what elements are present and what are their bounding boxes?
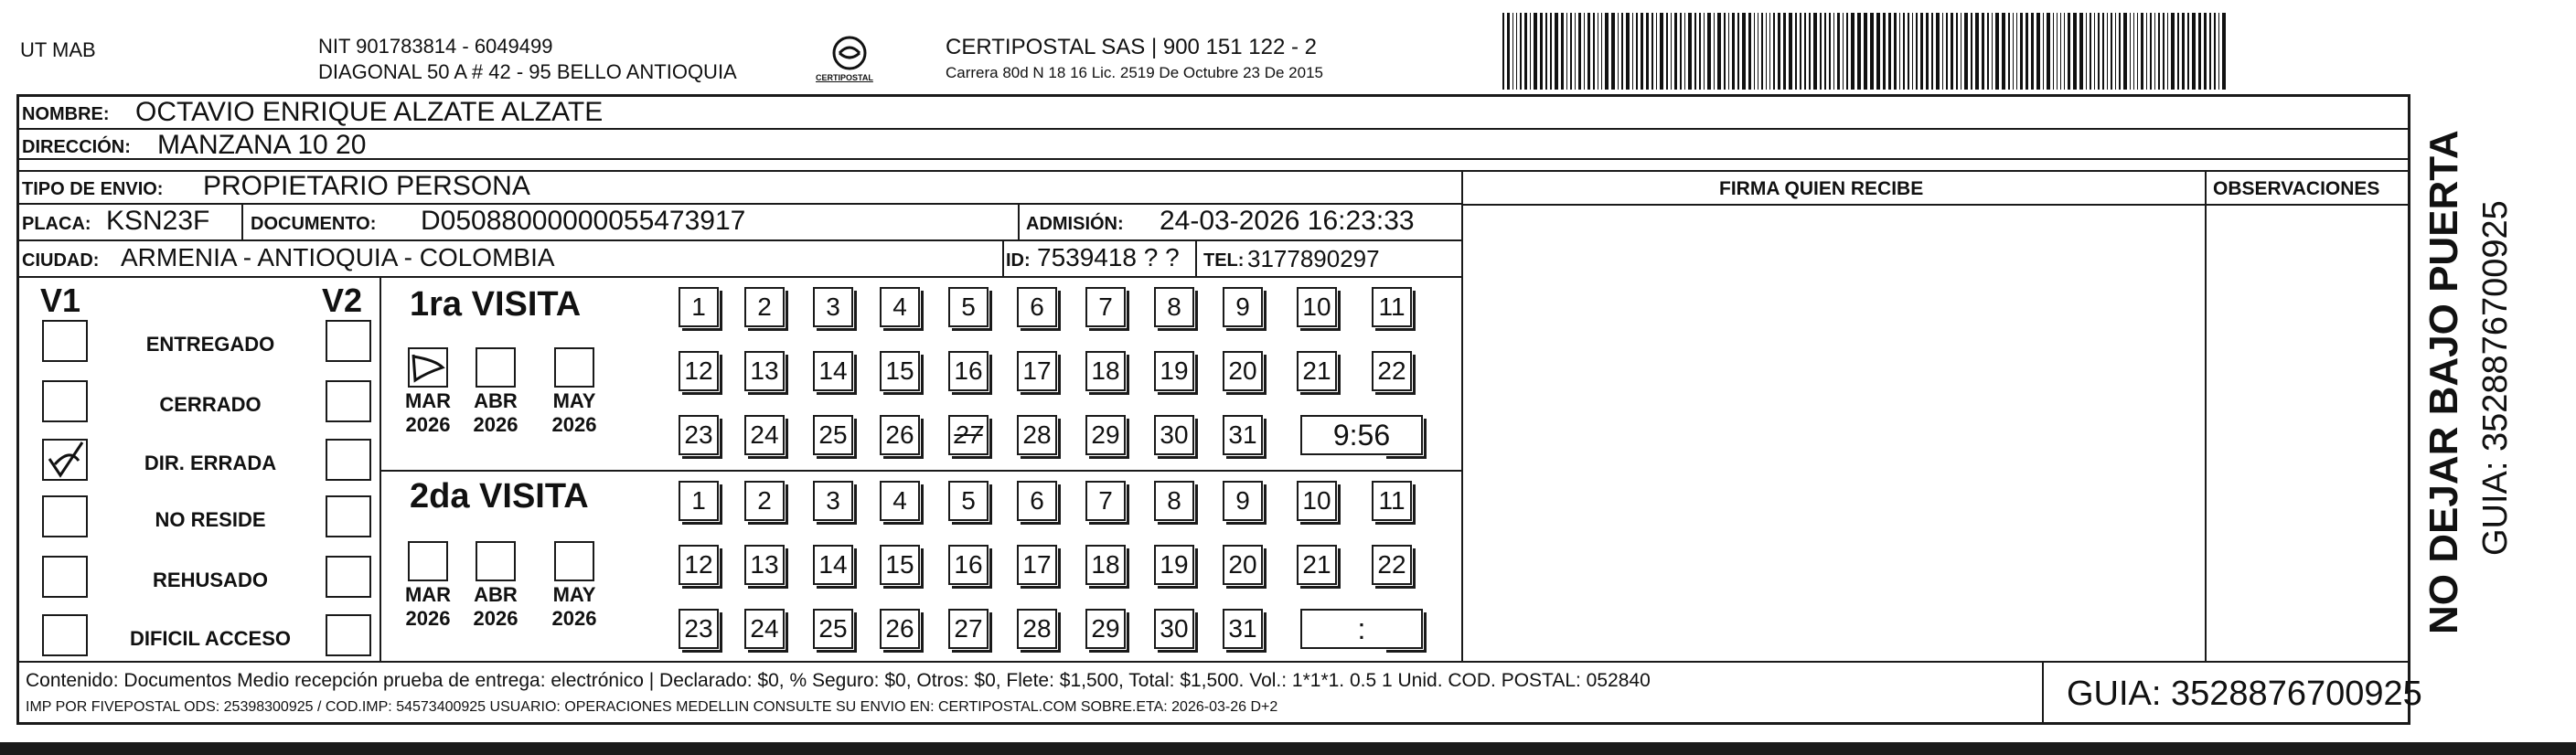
barcode-bar [1728, 13, 1729, 90]
barcode-bar [1903, 13, 1905, 90]
barcode-bar [1846, 13, 1848, 90]
barcode-bar [1516, 13, 1517, 90]
id-label: ID: [1006, 250, 1031, 271]
day-box[interactable]: 14 [813, 545, 853, 585]
v1-checkbox[interactable] [42, 320, 88, 362]
v1-checkbox[interactable] [42, 495, 88, 537]
barcode-bar [1773, 13, 1775, 90]
barcode-bar [1699, 13, 1701, 90]
day-box[interactable]: 31 [1223, 609, 1263, 649]
day-box[interactable]: 6 [1017, 481, 1057, 521]
barcode-bar [2150, 13, 2152, 90]
day-box[interactable]: 26 [880, 609, 920, 649]
barcode-bar [1899, 13, 1900, 90]
day-box[interactable]: 29 [1085, 415, 1126, 455]
nombre-value: OCTAVIO ENRIQUE ALZATE ALZATE [135, 97, 604, 127]
day-box[interactable]: 12 [679, 545, 719, 585]
handwritten-check-icon [408, 347, 448, 388]
barcode-bar [2167, 13, 2168, 90]
barcode-bar [1843, 13, 1844, 90]
barcode-bar [2141, 13, 2143, 90]
barcode-bar [1931, 13, 1933, 90]
time-box[interactable]: : [1300, 609, 1423, 649]
ciudad-label: CIUDAD: [22, 250, 100, 271]
day-box[interactable]: 2 [744, 287, 785, 327]
day-box[interactable]: 26 [880, 415, 920, 455]
visit1-title: 1ra VISITA [410, 285, 582, 324]
day-box[interactable]: 23 [679, 415, 719, 455]
barcode-bar [1813, 13, 1817, 90]
barcode-bar [1870, 13, 1874, 90]
day-box[interactable]: 29 [1085, 609, 1126, 649]
barcode-bar [2182, 13, 2185, 90]
v1-checkbox[interactable] [42, 439, 88, 481]
side-guia: GUIA: 3528876700925 [2476, 200, 2515, 556]
barcode-bar [1982, 13, 1984, 90]
barcode-bar [1587, 13, 1590, 90]
v1-checkbox[interactable] [42, 380, 88, 422]
tipo-envio-value: PROPIETARIO PERSONA [203, 171, 530, 201]
day-box[interactable]: 15 [880, 351, 920, 391]
day-box[interactable]: 3 [813, 481, 853, 521]
signature-area[interactable] [1463, 206, 2205, 661]
barcode-bar [2137, 13, 2138, 90]
month-name: MAY [552, 583, 596, 606]
month-year: 2026 [551, 413, 597, 436]
barcode-bar [1916, 13, 1918, 90]
barcode-bar [1674, 13, 1677, 90]
barcode-bar [1530, 13, 1531, 90]
month-label [540, 389, 609, 437]
barcode-bar [2073, 13, 2077, 90]
day-box[interactable]: 10 [1297, 287, 1337, 327]
month-name: ABR [474, 389, 518, 412]
month-year: 2026 [405, 607, 451, 630]
documento-label: DOCUMENTO: [251, 214, 377, 234]
barcode-bar [1833, 13, 1834, 90]
barcode-bar [1737, 13, 1739, 90]
barcode-bar [1942, 13, 1943, 90]
month-checkbox[interactable] [554, 541, 594, 581]
day-box[interactable]: 20 [1223, 545, 1263, 585]
day-box[interactable]: 28 [1017, 609, 1057, 649]
barcode-bar [1714, 13, 1715, 90]
barcode-bar [1684, 13, 1685, 90]
day-box[interactable]: 1 [679, 287, 719, 327]
barcode-bar [1561, 13, 1564, 90]
v2-checkbox[interactable] [326, 320, 371, 362]
day-box[interactable]: 24 [744, 415, 785, 455]
barcode-bar [1876, 13, 1880, 90]
barcode-bar [1641, 13, 1643, 90]
barcode-bar [1789, 13, 1792, 90]
barcode-bar [2013, 13, 2014, 90]
barcode-bar [2187, 13, 2189, 90]
barcode-bar [1820, 13, 1822, 90]
barcode-bar [2123, 13, 2127, 90]
barcode-bar [1946, 13, 1948, 90]
carrier-name: CERTIPOSTAL SAS | 900 151 122 - 2 [946, 35, 1317, 59]
day-box[interactable]: 25 [813, 415, 853, 455]
month-label [461, 583, 530, 631]
barcode-bar [1829, 13, 1831, 90]
barcode-bar [1748, 13, 1751, 90]
barcode-bar [2016, 13, 2017, 90]
status-label: ENTREGADO [145, 333, 275, 356]
v2-checkbox[interactable] [326, 439, 371, 481]
month-name: ABR [474, 583, 518, 606]
barcode-bar [1534, 13, 1537, 90]
ciudad-value: ARMENIA - ANTIOQUIA - COLOMBIA [121, 243, 555, 271]
barcode-bar [2064, 13, 2065, 90]
time-box[interactable]: 9:56 [1300, 415, 1423, 455]
barcode-bar [2204, 13, 2207, 90]
barcode-bar [1707, 13, 1711, 90]
day-box[interactable]: 16 [948, 351, 989, 391]
day-box[interactable]: 2 [744, 481, 785, 521]
month-label [540, 583, 609, 631]
day-box[interactable]: 30 [1154, 415, 1194, 455]
barcode-bar [1742, 13, 1746, 90]
month-checkbox[interactable] [554, 347, 594, 388]
barcode-bar [2020, 13, 2023, 90]
barcode-bar [1593, 13, 1595, 90]
barcode-bar [2209, 13, 2211, 90]
barcode-bar [1769, 13, 1770, 90]
barcode-bar [2090, 13, 2091, 90]
day-box[interactable]: 11 [1372, 481, 1412, 521]
barcode-bar [1520, 13, 1522, 90]
day-box[interactable]: 19 [1154, 545, 1194, 585]
barcode-bar [1732, 13, 1735, 90]
barcode-bar [1626, 13, 1630, 90]
barcode-bar [1632, 13, 1633, 90]
barcode-bar [1778, 13, 1780, 90]
barcode-bar [1837, 13, 1840, 90]
barcode-bar [2094, 13, 2095, 90]
day-box[interactable]: 21 [1297, 545, 1337, 585]
barcode-bar [2198, 13, 2201, 90]
barcode-bar [2130, 13, 2131, 90]
barcode-bar [1524, 13, 1527, 90]
barcode-bar [1545, 13, 1547, 90]
barcode-bar [1688, 13, 1692, 90]
tel-label: TEL: [1203, 250, 1245, 271]
barcode-bar [1578, 13, 1581, 90]
barcode-bar [2177, 13, 2179, 90]
day-box[interactable]: 19 [1154, 351, 1194, 391]
tipo-envio-label: TIPO DE ENVIO: [22, 179, 164, 199]
barcode-bar [1926, 13, 1929, 90]
day-box[interactable]: 17 [1017, 545, 1057, 585]
barcode-bar [1995, 13, 1999, 90]
barcode-bar [1920, 13, 1923, 90]
barcode-bar [2163, 13, 2164, 90]
barcode-bar [2086, 13, 2087, 90]
barcode-bar [2098, 13, 2100, 90]
month-checkbox[interactable] [408, 541, 448, 581]
v1-header: V1 [40, 282, 81, 319]
month-year: 2026 [405, 413, 451, 436]
barcode-bar [2154, 13, 2155, 90]
status-label: CERRADO [159, 393, 262, 416]
barcode-bar [1883, 13, 1886, 90]
month-name: MAY [552, 389, 596, 412]
barcode-bar [1824, 13, 1826, 90]
barcode-bar [1795, 13, 1797, 90]
day-box[interactable]: 10 [1297, 481, 1337, 521]
day-box[interactable]: 25 [813, 609, 853, 649]
day-box[interactable]: 9 [1223, 287, 1263, 327]
month-label [393, 389, 463, 437]
barcode-bar [2002, 13, 2005, 90]
admision-label: ADMISIÓN: [1026, 214, 1124, 234]
observations-area[interactable] [2207, 206, 2408, 661]
firma-label: FIRMA QUIEN RECIBE [1719, 178, 1924, 199]
day-box[interactable]: 12 [679, 351, 719, 391]
barcode-bar [2057, 13, 2058, 90]
barcode-bar [1704, 13, 1705, 90]
barcode-bar [1717, 13, 1721, 90]
barcode-bar [1964, 13, 1968, 90]
carrier-address: Carrera 80d N 18 16 Lic. 2519 De Octubre 23 De 2015 [946, 64, 1323, 81]
v2-checkbox[interactable] [326, 556, 371, 598]
day-box[interactable]: 6 [1017, 287, 1057, 327]
barcode-bar [1660, 13, 1663, 90]
company-nit: NIT 901783814 - 6049499 [318, 35, 553, 58]
barcode-bar [2119, 13, 2121, 90]
barcode-bar [1800, 13, 1801, 90]
placa-value: KSN23F [106, 206, 210, 236]
barcode-bar [2079, 13, 2083, 90]
day-box[interactable]: 1 [679, 481, 719, 521]
day-box[interactable]: 21 [1297, 351, 1337, 391]
month-name: MAR [404, 389, 452, 412]
day-box[interactable]: 13 [744, 545, 785, 585]
day-box[interactable]: 30 [1154, 609, 1194, 649]
day-box[interactable]: 17 [1017, 351, 1057, 391]
day-box[interactable]: 31 [1223, 415, 1263, 455]
month-year: 2026 [551, 607, 597, 630]
day-box[interactable]: 20 [1223, 351, 1263, 391]
barcode-bar [2047, 13, 2050, 90]
barcode-bar [1651, 13, 1653, 90]
barcode-bar [1618, 13, 1619, 90]
day-box[interactable]: 8 [1154, 287, 1194, 327]
month-checkbox[interactable] [476, 347, 516, 388]
day-box[interactable]: 7 [1085, 481, 1126, 521]
barcode-bar [1502, 13, 1504, 90]
barcode-bar [1809, 13, 1811, 90]
barcode-bar [1680, 13, 1682, 90]
barcode [1502, 13, 2229, 90]
v2-checkbox[interactable] [326, 495, 371, 537]
documento-value: D05088000000055473917 [421, 206, 746, 236]
month-year: 2026 [473, 413, 518, 436]
observaciones-label: OBSERVACIONES [2213, 178, 2380, 199]
barcode-bar [1575, 13, 1576, 90]
barcode-bar [2222, 13, 2226, 90]
month-label [393, 583, 463, 631]
barcode-bar [1894, 13, 1897, 90]
barcode-bar [1601, 13, 1602, 90]
day-box[interactable]: 13 [744, 351, 785, 391]
logo-caption: CERTIPOSTAL [816, 73, 873, 82]
barcode-bar [2158, 13, 2160, 90]
footer-impresion: IMP POR FIVEPOSTAL ODS: 25398300925 / COD.IMP: 54573400925 USUARIO: OPERACIONES MEDELLIN CONSULTE SU ENVIO EN: CERTIPOSTAL.COM SOBRE.ETA: 2026-03-26 D+2 [26, 699, 1278, 715]
barcode-bar [2060, 13, 2061, 90]
certipostal-logo [812, 35, 887, 90]
id-value: 7539418 ? ? [1037, 243, 1180, 271]
handwritten-check-icon [42, 439, 88, 481]
barcode-bar [2053, 13, 2054, 90]
day-box[interactable]: 4 [880, 287, 920, 327]
day-box[interactable]: 27 [948, 609, 989, 649]
barcode-bar [1636, 13, 1638, 90]
barcode-bar [1857, 13, 1861, 90]
barcode-bar [1584, 13, 1585, 90]
barcode-bar [1888, 13, 1891, 90]
day-box[interactable]: 5 [948, 287, 989, 327]
barcode-bar [1507, 13, 1510, 90]
direccion-label: DIRECCIÓN: [22, 137, 131, 157]
barcode-bar [1908, 13, 1909, 90]
month-year: 2026 [473, 607, 518, 630]
company-address: DIAGONAL 50 A # 42 - 95 BELLO ANTIOQUIA [318, 60, 737, 83]
status-label: DIR. ERRADA [144, 452, 277, 474]
barcode-bar [1956, 13, 1958, 90]
admision-value: 24-03-2026 16:23:33 [1160, 206, 1415, 236]
day-box[interactable]: 23 [679, 609, 719, 649]
barcode-bar [1912, 13, 1913, 90]
barcode-bar [2107, 13, 2108, 90]
v1-checkbox[interactable] [42, 556, 88, 598]
barcode-bar [2218, 13, 2219, 90]
barcode-bar [2031, 13, 2034, 90]
day-box[interactable]: 28 [1017, 415, 1057, 455]
barcode-bar [2214, 13, 2216, 90]
barcode-bar [1570, 13, 1572, 90]
barcode-bar [1512, 13, 1513, 90]
barcode-bar [1766, 13, 1767, 90]
v2-checkbox[interactable] [326, 614, 371, 656]
footer-contenido: Contenido: Documentos Medio recepción prueba de entrega: electrónico | Declarado: $0, % Seguro: $0, Otros: $0, Flete: $1,500, Total: $1,500. Vol.: 1*1*1. 0.5 1 Unid. COD. POSTAL: 052840 [26, 670, 1651, 691]
barcode-bar [1783, 13, 1786, 90]
day-box[interactable]: 27 [948, 415, 989, 455]
day-box[interactable]: 22 [1372, 545, 1412, 585]
barcode-bar [2036, 13, 2040, 90]
barcode-bar [2102, 13, 2104, 90]
barcode-bar [1951, 13, 1953, 90]
status-label: DIFICIL ACCESO [129, 627, 291, 650]
barcode-bar [2043, 13, 2044, 90]
barcode-bar [2008, 13, 2010, 90]
day-box[interactable]: 4 [880, 481, 920, 521]
barcode-bar [1540, 13, 1543, 90]
barcode-bar [1656, 13, 1657, 90]
barcode-bar [1566, 13, 1567, 90]
barcode-bar [1671, 13, 1672, 90]
barcode-bar [1804, 13, 1806, 90]
day-box[interactable]: 11 [1372, 287, 1412, 327]
day-box[interactable]: 8 [1154, 481, 1194, 521]
barcode-bar [2171, 13, 2175, 90]
barcode-bar [1694, 13, 1696, 90]
month-checkbox[interactable] [476, 541, 516, 581]
barcode-bar [1936, 13, 1940, 90]
barcode-bar [1666, 13, 1668, 90]
barcode-bar [1971, 13, 1972, 90]
direccion-value: MANZANA 10 20 [157, 130, 367, 160]
barcode-bar [1761, 13, 1763, 90]
placa-label: PLACA: [22, 214, 91, 234]
v1-checkbox[interactable] [42, 614, 88, 656]
barcode-bar [2026, 13, 2028, 90]
v2-header: V2 [322, 282, 363, 319]
day-box[interactable]: 22 [1372, 351, 1412, 391]
company-short: UT MAB [20, 38, 96, 61]
day-box[interactable]: 9 [1223, 481, 1263, 521]
nombre-label: NOMBRE: [22, 104, 110, 124]
barcode-bar [1975, 13, 1979, 90]
barcode-bar [1621, 13, 1623, 90]
day-box[interactable]: 16 [948, 545, 989, 585]
barcode-bar [2146, 13, 2147, 90]
barcode-bar [1992, 13, 1993, 90]
barcode-bar [1646, 13, 1649, 90]
day-box[interactable]: 7 [1085, 287, 1126, 327]
month-label [461, 389, 530, 437]
barcode-bar [1550, 13, 1552, 90]
status-label: REHUSADO [153, 569, 268, 591]
no-dejar-bajo-puerta: NO DEJAR BAJO PUERTA [2421, 130, 2466, 634]
barcode-bar [1851, 13, 1855, 90]
month-checkbox[interactable] [408, 347, 448, 388]
barcode-bar [1611, 13, 1615, 90]
barcode-bar [2115, 13, 2116, 90]
day-box[interactable]: 15 [880, 545, 920, 585]
v2-checkbox[interactable] [326, 380, 371, 422]
visit2-title: 2da VISITA [410, 477, 589, 516]
barcode-bar [1555, 13, 1558, 90]
barcode-bar [1987, 13, 1989, 90]
day-box[interactable]: 24 [744, 609, 785, 649]
barcode-bar [1724, 13, 1726, 90]
day-box[interactable]: 5 [948, 481, 989, 521]
day-box[interactable]: 14 [813, 351, 853, 391]
barcode-bar [1864, 13, 1867, 90]
barcode-bar [2068, 13, 2070, 90]
barcode-bar [2133, 13, 2134, 90]
day-box[interactable]: 18 [1085, 545, 1126, 585]
barcode-bar [1754, 13, 1755, 90]
status-label: NO RESIDE [155, 508, 266, 531]
barcode-bar [1605, 13, 1609, 90]
tel-value: 3177890297 [1247, 245, 1380, 272]
barcode-bar [2192, 13, 2196, 90]
footer-guia: GUIA: 3528876700925 [2067, 675, 2422, 713]
barcode-bar [2111, 13, 2112, 90]
month-name: MAR [404, 583, 452, 606]
day-box[interactable]: 18 [1085, 351, 1126, 391]
day-box[interactable]: 3 [813, 287, 853, 327]
